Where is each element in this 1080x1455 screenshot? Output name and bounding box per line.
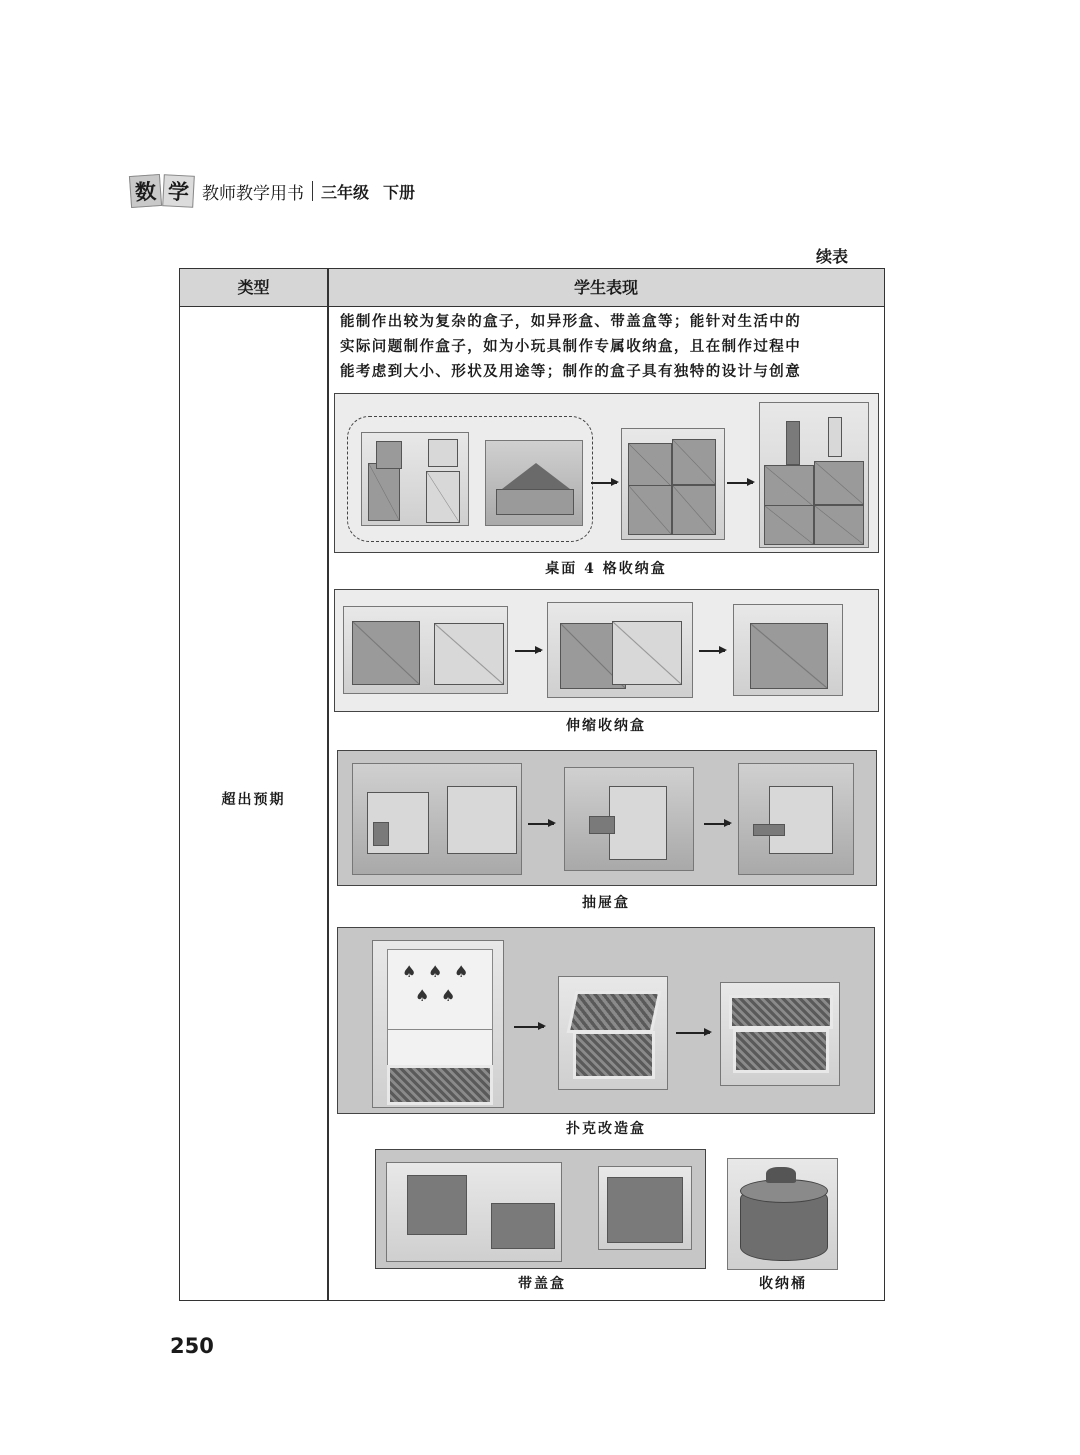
- box-half: [434, 623, 504, 685]
- poker-box-figure: [337, 927, 875, 1114]
- column-divider: [327, 269, 329, 1300]
- drawer-box-figure: [337, 750, 877, 886]
- grid-cell: [672, 439, 716, 485]
- table-header-row: [180, 269, 884, 307]
- performance-description: [340, 309, 880, 384]
- playing-card: [387, 949, 493, 1031]
- closed-lid-box: [607, 1177, 683, 1243]
- arrow-icon: [591, 482, 617, 484]
- drawer-handle: [373, 822, 389, 846]
- box-inner: [387, 1029, 493, 1067]
- card-back: [733, 1029, 829, 1073]
- arrow-icon: [699, 650, 725, 652]
- grade-label: 三年级: [321, 182, 370, 202]
- bow-icon: [766, 1167, 796, 1183]
- arrow-icon: [704, 823, 730, 825]
- lid-box-caption: 带盖盒: [518, 1276, 566, 1292]
- page-number: 250: [170, 1334, 214, 1358]
- grid-cell: [672, 485, 716, 535]
- logo-char-1: 数: [129, 174, 162, 208]
- continued-label: 续表: [815, 247, 848, 266]
- arrow-icon: [676, 1032, 710, 1034]
- lid-box-parts-photo: [386, 1162, 562, 1262]
- bucket-photo: [727, 1158, 838, 1270]
- box-lid: [491, 1203, 555, 1249]
- lid-box-figure: [375, 1149, 706, 1269]
- lid-box-closed-photo: [598, 1166, 692, 1250]
- desk-box-caption: 桌面 4 格收纳盒: [545, 561, 667, 577]
- assembled-box-photo: [621, 428, 725, 540]
- collapsed-box-photo: [733, 604, 843, 696]
- folded-base-photo: [485, 440, 583, 526]
- math-logo: [130, 175, 196, 207]
- volume-label: 下册: [383, 182, 416, 202]
- drawer-handle: [753, 824, 785, 836]
- heart-icon: ♠: [441, 986, 456, 1005]
- arrow-icon: [727, 482, 753, 484]
- drawer-closed-photo: [738, 763, 854, 875]
- logo-char-2: 学: [162, 174, 195, 208]
- running-header: [130, 176, 415, 206]
- arrow-icon: [528, 823, 554, 825]
- box-component: [426, 471, 460, 523]
- collapsed-box: [750, 623, 828, 689]
- pencils: [786, 421, 800, 465]
- drawer-inserting-photo: [564, 767, 694, 871]
- card-back: [729, 995, 833, 1029]
- telescopic-box-figure: [334, 589, 879, 712]
- grid-cell: [814, 461, 864, 505]
- box-component: [428, 439, 458, 467]
- filled-box-photo: [759, 402, 869, 548]
- desk-box-figure: [334, 393, 879, 553]
- open-poker-box-photo: [372, 940, 504, 1108]
- assessment-table: [179, 268, 885, 1301]
- grid-cell: [628, 485, 672, 535]
- grid-cell: [814, 505, 864, 545]
- bucket-caption: 收纳桶: [759, 1276, 807, 1292]
- drawer-shell: [609, 786, 667, 860]
- box-component: [376, 441, 402, 469]
- card-back: [567, 991, 662, 1033]
- book-title: 教师教学用书: [202, 183, 304, 204]
- grid-cell: [764, 505, 814, 545]
- header-performance: 学生表现: [573, 278, 638, 297]
- header-type: 类型: [237, 278, 270, 297]
- card-back: [573, 1031, 655, 1079]
- triangle-fold: [502, 463, 570, 489]
- drawer-box-caption: 抽屉盒: [582, 895, 630, 911]
- arrow-icon: [515, 650, 541, 652]
- separate-boxes-photo: [343, 606, 508, 694]
- description-line-2: 实际问题制作盒子，如为小玩具制作专属收纳盒，且在制作过程中: [340, 338, 802, 355]
- grid-cell: [628, 443, 672, 487]
- heart-icon: ♠: [402, 962, 417, 981]
- box-body: [407, 1175, 467, 1235]
- grid-cell: [764, 465, 814, 507]
- arrow-icon: [514, 1026, 544, 1028]
- finished-poker-box-photo: [720, 982, 840, 1086]
- joined-box-photo: [547, 602, 693, 698]
- base-tray: [496, 489, 574, 515]
- box-half: [352, 621, 420, 685]
- drawer-box-closed: [769, 786, 833, 854]
- poker-box-caption: 扑克改造盒: [566, 1121, 646, 1137]
- heart-icon: ♠: [415, 986, 430, 1005]
- heart-icon: ♠: [428, 962, 443, 981]
- drawer-handle: [589, 816, 615, 834]
- drawer-parts-photo: [352, 763, 522, 875]
- box-half: [612, 621, 682, 685]
- drawer-shell: [447, 786, 517, 854]
- box-component: [368, 463, 400, 521]
- description-line-3: 能考虑到大小、形状及用途等；制作的盒子具有独特的设计与创意: [340, 363, 802, 380]
- bottle: [828, 417, 842, 457]
- closed-poker-box-photo: [558, 976, 668, 1090]
- component-boxes-photo: [361, 432, 469, 526]
- description-line-1: 能制作出较为复杂的盒子，如异形盒、带盖盒等；能针对生活中的: [340, 313, 802, 330]
- telescopic-box-caption: 伸缩收纳盒: [566, 718, 646, 734]
- card-back: [387, 1065, 493, 1105]
- type-cell: 超出预期: [221, 792, 286, 808]
- header-divider: [312, 181, 313, 201]
- heart-icon: ♠: [454, 962, 469, 981]
